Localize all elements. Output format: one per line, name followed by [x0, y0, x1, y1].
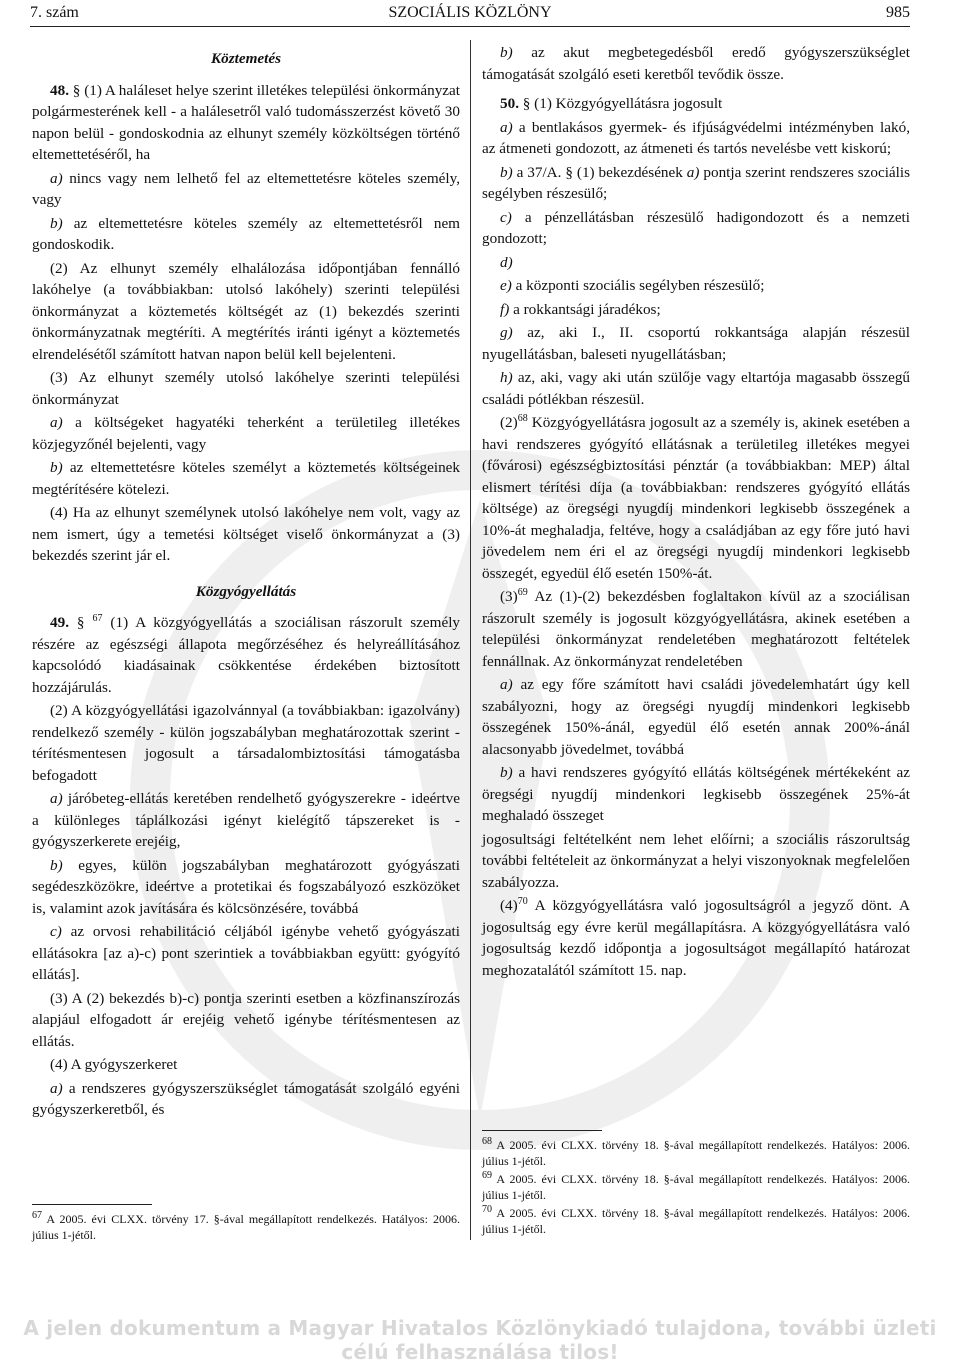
paragraph-text: az eltemettetésre köteles személy az eltemettetésről nem gondoskodik.: [32, 214, 460, 253]
item-letter: d): [500, 253, 513, 271]
paragraph-48-3: (3) Az elhunyt személy utolsó lakóhelye szerinti települési önkormányzat: [32, 369, 460, 408]
left-footnotes: [32, 1194, 460, 1245]
paragraph-50-1b: [482, 162, 910, 205]
paragraph-text: az eltemettetésre köteles személyt a köztemetés költségeinek megtérítésére kötelezi.: [32, 459, 461, 498]
paragraph-49-4: (4) A gyógyszerkeret: [50, 1056, 178, 1073]
footnote-ref[interactable]: 69: [517, 586, 528, 598]
paragraph-50-2: [482, 412, 910, 584]
right-footnotes: [482, 1120, 910, 1239]
paragraph-50-1e: [482, 275, 910, 297]
paragraph-49-2b: [32, 855, 460, 920]
footnote-text: A 2005. évi CLXX. törvény 18. §-ával megállapított rendelkezés. Hatályos: 2006. július 1-jétől.: [482, 1172, 910, 1202]
paragraph-50-1g: [482, 322, 910, 365]
paragraph-number: (3): [500, 588, 518, 605]
paragraph-text: nincs vagy nem lelhető fel az eltemettetésre köteles személy, vagy: [32, 169, 460, 208]
footnote-number: 67: [32, 1210, 42, 1221]
item-letter: e): [500, 277, 512, 294]
paragraph-text: az, aki, vagy aki után szülője vagy eltartója magasabb összegű családi pótlékban részesül.: [482, 369, 911, 408]
paragraph-48-4: (4) Ha az elhunyt személynek utolsó lakóhelye nem volt, vagy az nem ismert, úgy a temetési költséget viselő önkormányzat a (3) bekezdés szerint jár el.: [32, 504, 460, 564]
paragraph-text: § (1) A haláleset helye szerint illetékes települési önkormányzat polgármesterének kell - a halálesetről való tudomásszerzést követő 30 napon belül - gondoskodnia az elhunyt személy közköltségen történő eltemettetéséről, ha: [32, 81, 460, 163]
paragraph-text: az egy főre számított havi családi jövedelemhatárt úgy kell szabályozni, hogy az öregségi nyugdíj mindenkori legkisebb összegének 150%-ánál, egyedül élő esetén annak 200%-ánál alacsonyabb jövedelmet, továbbá: [482, 676, 910, 758]
paragraph-text: a rokkantsági járadékos;: [513, 300, 661, 318]
paragraph-50-3b: [482, 762, 910, 827]
paragraph-text: pontja szerint rendszeres szociális segélyben részesülő;: [482, 163, 911, 202]
paragraph-48-3a: [32, 412, 460, 455]
item-letter: c): [50, 923, 62, 940]
paragraph-text: egyes, külön jogszabályban meghatározott gyógyászati segédeszközökre, ideértve a protetikai és fogszabályozó eszközöket is, valamint azok javítására és kölcsönzésére, továbbá: [32, 856, 461, 917]
item-letter: a): [50, 1079, 63, 1097]
footnote-ref[interactable]: 68: [517, 412, 528, 424]
paragraph-50-1: [482, 93, 910, 115]
paragraph-48-2: (2) Az elhunyt személy elhalálozása időpontjában fennálló lakóhelye (a továbbiakban: utolsó lakóhely) szerinti települési önkormányzat a köztemetés költségét az (1) bekezdés szerinti önkormányzatnak megtéríti. A megtérítés iránti igényt a köztemetés elrendelésétől számított hatvan napon belül kell bejelenteni.: [32, 259, 460, 363]
footnote-67: [32, 1211, 460, 1243]
paragraph-49-4b: [482, 42, 910, 85]
paragraph-text: Az (1)-(2) bekezdésben foglaltakon kívül az a szociálisan rászorult személy is jogosult közgyógyellátásra, akinek esetében a települési önkormányzat rendeletében meghatározott feltételek fennállnak. Az önkormányzat rendeletében: [482, 588, 910, 670]
paragraph-48-3b: [32, 457, 460, 500]
inline-letter: a): [686, 163, 700, 181]
footnote-68: [482, 1137, 910, 1169]
item-letter: b): [50, 856, 63, 874]
paragraph-49-3: (3) A (2) bekezdés b)-c) pontja szerinti esetben a közfinanszírozás alapjául elfogadott ár erejéig vehető igénybe térítésmentesen az ellátás.: [32, 989, 460, 1050]
item-letter: c): [500, 208, 512, 226]
paragraph-text: A közgyógyellátásra való jogosultságról a jegyző dönt. A jogosultság egy évre kerül megállapításra. A közgyógyellátásra való jogosultság kezdő időpontja a jogosultságot megállapító határozat meghozatalától számított 15. nap.: [482, 897, 910, 979]
item-letter: b): [50, 459, 63, 476]
paragraph-50-3a: [482, 674, 910, 760]
footnote-text: A 2005. évi CLXX. törvény 18. §-ával megállapított rendelkezés. Hatályos: 2006. július 1-jétől.: [482, 1206, 910, 1236]
footnote-separator: [32, 1204, 152, 1205]
paragraph-50-1f: [482, 299, 910, 321]
section-number: 50.: [500, 95, 519, 112]
publication-title: SZOCIÁLIS KÖZLÖNY: [388, 4, 552, 21]
paragraph-text: Közgyógyellátásra jogosult az a személy is, akinek esetében a havi rendszeres gyógyító ellátásnak a területileg illetékes megyei (fővárosi) egészségbiztosítási pénztár (a továbbiakban: MEP) által elismert térítési díja (a továbbiakban: rendszeres gyógyító ellátás költsége) az öregségi nyugdíj mindenkori legkisebb összegének a 10%-át meghaladja, feltéve, hogy a családjában az egy főre jutó havi jövedelem nem éri el az öregségi nyugdíj mindenkori legkisebb összegét, egyedül élő esetén 150%-át.: [482, 414, 910, 582]
footnote-70: [482, 1205, 910, 1237]
paragraph-50-1c: [482, 207, 910, 250]
paragraph-number: (4): [500, 897, 518, 914]
left-column: [32, 42, 460, 1123]
paragraph-text: az akut megbetegedésből eredő gyógyszerszükséglet támogatását szolgáló eseti keretből tevődik össze.: [482, 44, 910, 83]
footnote-ref[interactable]: 67: [92, 612, 103, 624]
paragraph-49-2: (2) A közgyógyellátási igazolvánnyal (a továbbiakban: igazolvány) rendelkező személy - külön jogszabályban meghatározottak szerint - térítésmentesen jogosult a társadalombiztosítási támogatásba befogadott: [32, 702, 460, 784]
paragraph-text: § (1) Közgyógyellátásra jogosult: [522, 95, 723, 112]
paragraph-50-1a: [482, 117, 910, 160]
column-divider: [470, 40, 471, 1240]
footnote-number: 69: [482, 1170, 492, 1181]
paragraph-text: a 37/A. § (1) bekezdésének: [516, 163, 683, 181]
page-header: [30, 0, 910, 27]
item-letter: h): [500, 369, 513, 386]
item-letter: b): [500, 764, 513, 781]
section-number: 49.: [50, 614, 69, 631]
item-letter: a): [50, 169, 63, 187]
section-heading-koztemetes: Köztemetés: [210, 50, 282, 67]
paragraph-50-1h: [482, 367, 910, 410]
paragraph-49-2a: [32, 788, 460, 853]
paragraph-50-3-cont: jogosultsági feltételként nem lehet előírni; a szociális rászorultság további feltételeit az önkormányzat a helyi viszonyoknak megfelelően szabályozza.: [482, 830, 910, 891]
item-letter: g): [500, 324, 513, 341]
paragraph-48-1: [32, 80, 460, 166]
paragraph-text: a rendszeres gyógyszerszükséglet támogatását szolgáló egyéni gyógyszerkeretből, és: [32, 1079, 461, 1118]
paragraph-text: a havi rendszeres gyógyító ellátás költségének mértékeként az öregségi nyugdíj mindenkori legkisebb összegének 25%-át meghaladó összeget: [482, 764, 910, 824]
item-letter: b): [500, 163, 513, 181]
paragraph-50-4: [482, 895, 910, 981]
item-letter: b): [500, 44, 513, 61]
paragraph-50-1d: [482, 252, 910, 274]
item-letter: a): [50, 790, 63, 807]
paragraph-number: (2): [500, 414, 518, 431]
item-letter: a): [500, 118, 513, 136]
paragraph-text: a központi szociális segélyben részesülő;: [515, 277, 765, 294]
paragraph-text: a bentlakásos gyermek- és ifjúságvédelmi intézményben lakó, az átmeneti gondozott, az átmeneti és tartós nevelésbe vett kiskorú;: [482, 118, 910, 157]
item-letter: b): [50, 214, 63, 232]
copyright-watermark: A jelen dokumentum a Magyar Hivatalos Közlönykiadó tulajdona, további üzleti célú felhasználása tilos!: [23, 1316, 937, 1364]
page-number: 985: [886, 4, 910, 21]
paragraph-48-1a: [32, 168, 460, 211]
paragraph-text: az, aki I., II. csoportú rokkantsága alapján részesül nyugellátásban, baleseti nyugellátásban;: [482, 324, 910, 363]
paragraph-text: járóbeteg-ellátás keretében rendelhető gyógyszerekre - ideértve a különleges táplálkozási igényt kielégítő tápszereket is - gyógyszerkerete erejéig,: [32, 790, 461, 850]
paragraph-text: az orvosi rehabilitáció céljából igénybe vehető gyógyászati ellátásokra [az a)-c) pont szerintiek a továbbiakban együtt: gyógyító ellátás].: [32, 923, 460, 983]
footnote-separator: [482, 1130, 602, 1131]
issue-number: 7. szám: [30, 4, 79, 21]
footnote-ref[interactable]: 70: [517, 895, 528, 907]
footnote-text: A 2005. évi CLXX. törvény 17. §-ával megállapított rendelkezés. Hatályos: 2006. július 1-jétől.: [32, 1212, 460, 1242]
footnote-text: A 2005. évi CLXX. törvény 18. §-ával megállapított rendelkezés. Hatályos: 2006. július 1-jétől.: [482, 1138, 910, 1168]
paragraph-50-3: [482, 586, 910, 672]
paragraph-49-2c: [32, 921, 460, 986]
paragraph-49-4a: [32, 1078, 460, 1121]
footnote-69: [482, 1171, 910, 1203]
paragraph-text: a pénzellátásban részesülő hadigondozott és a nemzeti gondozott;: [482, 208, 910, 247]
section-heading-kozgyogyellatas: Közgyógyellátás: [195, 582, 297, 600]
footnote-number: 68: [482, 1136, 492, 1147]
footnote-number: 70: [482, 1204, 492, 1215]
paragraph-text: a költségeket hagyatéki teherként a területileg illetékes közjegyzőnél bejelenti, vagy: [32, 414, 461, 453]
item-letter: f): [500, 300, 510, 318]
right-column: [482, 42, 910, 983]
paragraph-text: (1) A közgyógyellátás a szociálisan rászorult személy részére az egészségi állapota megőrzéséhez és helyreállításához kapcsolódó kiadásainak csökkentése érdekében biztosított hozzájárulás.: [32, 614, 461, 696]
section-number: 48.: [50, 81, 69, 99]
item-letter: a): [50, 414, 63, 431]
item-letter: a): [500, 676, 513, 693]
paragraph-49-1: 49. § $^{67}$ (1) A közgyógyellátás a szociálisan rászorult személy részére az egészségi állapota megőrzéséhez és helyreállításához kapcsolódó kiadásainak csökkentése érdekében biztosított hozzájárulás.: [32, 612, 461, 696]
paragraph-48-1b: [32, 213, 460, 256]
